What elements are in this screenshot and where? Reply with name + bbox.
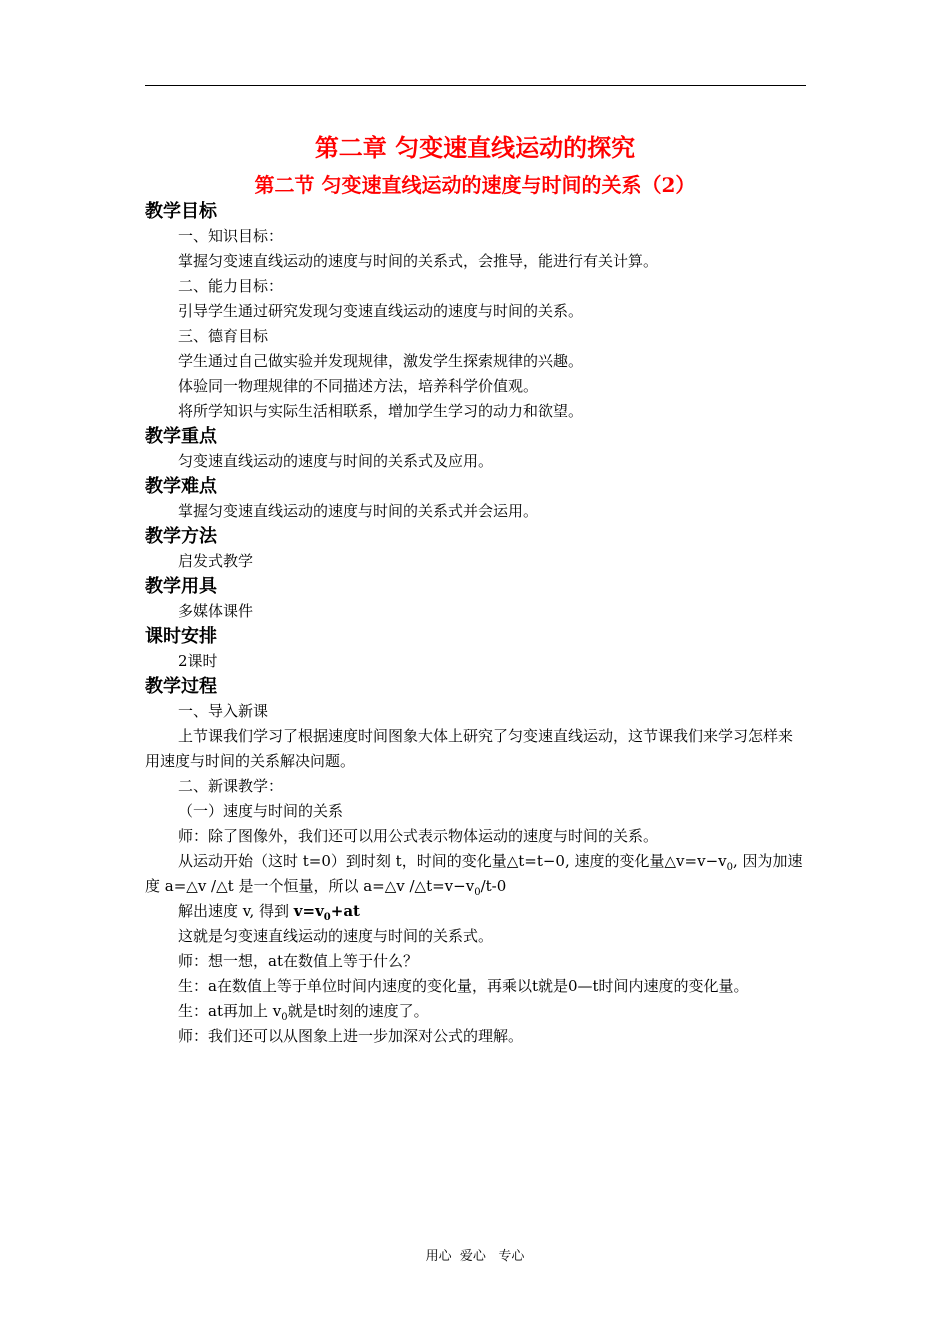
method-heading: 教学方法	[145, 526, 217, 547]
subscript-zero: 0	[281, 1012, 288, 1023]
derivation-paragraph	[145, 849, 807, 899]
student2-text-a: 生：at再加上 v	[178, 1002, 282, 1020]
velocity-formula	[293, 902, 360, 923]
goals-line: 掌握匀变速直线运动的速度与时间的关系式，会推导，能进行有关计算。	[178, 252, 659, 270]
tools-line: 多媒体课件	[178, 602, 254, 620]
student-line-1: 生：a在数值上等于单位时间内速度的变化量，再乘以t就是0—t时间内速度的变化量。	[178, 977, 749, 995]
chapter-title: 第二章 匀变速直线运动的探究	[314, 133, 636, 162]
schedule-heading: 课时安排	[145, 626, 217, 647]
goals-line: 体验同一物理规律的不同描述方法，培养科学价值观。	[178, 377, 539, 395]
schedule-line: 2课时	[178, 652, 218, 670]
goals-line: 一、知识目标：	[178, 227, 284, 245]
process-sub-label: （一）速度与时间的关系	[178, 802, 344, 820]
document-body	[145, 199, 807, 1049]
solve-line	[145, 899, 807, 924]
method-line: 启发式教学	[178, 552, 254, 570]
goals-heading: 教学目标	[145, 201, 217, 222]
goals-line: 二、能力目标：	[178, 277, 284, 295]
process-new-label: 二、新课教学：	[178, 777, 284, 795]
subscript-zero: 0	[474, 887, 481, 898]
goals-line: 将所学知识与实际生活相联系，增加学生学习的动力和欲望。	[178, 402, 584, 420]
conclusion-line: 这就是匀变速直线运动的速度与时间的关系式。	[178, 927, 494, 945]
keypoint-heading: 教学重点	[145, 426, 217, 447]
derivation-text-b: , 因为加速度 a=△v /△t 是一个恒量，所以 a=△v /△t=v−v	[145, 852, 803, 895]
formula-part-b: +at	[330, 902, 360, 920]
process-intro-label: 一、导入新课	[178, 702, 269, 720]
subscript-zero: 0	[726, 862, 733, 873]
teacher-line-2: 师：想一想，at在数值上等于什么？	[178, 952, 418, 970]
difficulty-heading: 教学难点	[145, 476, 217, 497]
goals-line: 学生通过自己做实验并发现规律，激发学生探索规律的兴趣。	[178, 352, 584, 370]
teacher-line-1: 师：除了图像外，我们还可以用公式表示物体运动的速度与时间的关系。	[178, 827, 659, 845]
solve-text: 解出速度 v, 得到	[178, 902, 294, 920]
derivation-text-a: 从运动开始（这时 t=0）到时刻 t，时间的变化量△t=t−0, 速度的变化量△v=v−v	[178, 852, 727, 870]
subscript-zero: 0	[323, 912, 331, 923]
student2-text-b: 就是t时刻的速度了。	[287, 1002, 429, 1020]
page-footer: 用心 爱心 专心	[425, 1249, 525, 1264]
tools-heading: 教学用具	[145, 576, 217, 597]
goals-line: 三、德育目标	[178, 327, 269, 345]
header-rule	[145, 85, 806, 86]
keypoint-line: 匀变速直线运动的速度与时间的关系式及应用。	[178, 452, 494, 470]
student-line-2	[145, 999, 807, 1024]
process-heading: 教学过程	[145, 676, 217, 697]
derivation-text-c: /t-0	[480, 877, 507, 895]
process-intro-text: 上节课我们学习了根据速度时间图象大体上研究了匀变速直线运动，这节课我们来学习怎样来用速度与时间的关系解决问题。	[145, 727, 794, 770]
difficulty-line: 掌握匀变速直线运动的速度与时间的关系式并会运用。	[178, 502, 539, 520]
teacher-line-3: 师：我们还可以从图象上进一步加深对公式的理解。	[178, 1027, 524, 1045]
goals-line: 引导学生通过研究发现匀变速直线运动的速度与时间的关系。	[178, 302, 584, 320]
section-title: 第二节 匀变速直线运动的速度与时间的关系（2）	[254, 173, 696, 197]
formula-part-a: v=v	[293, 902, 324, 920]
